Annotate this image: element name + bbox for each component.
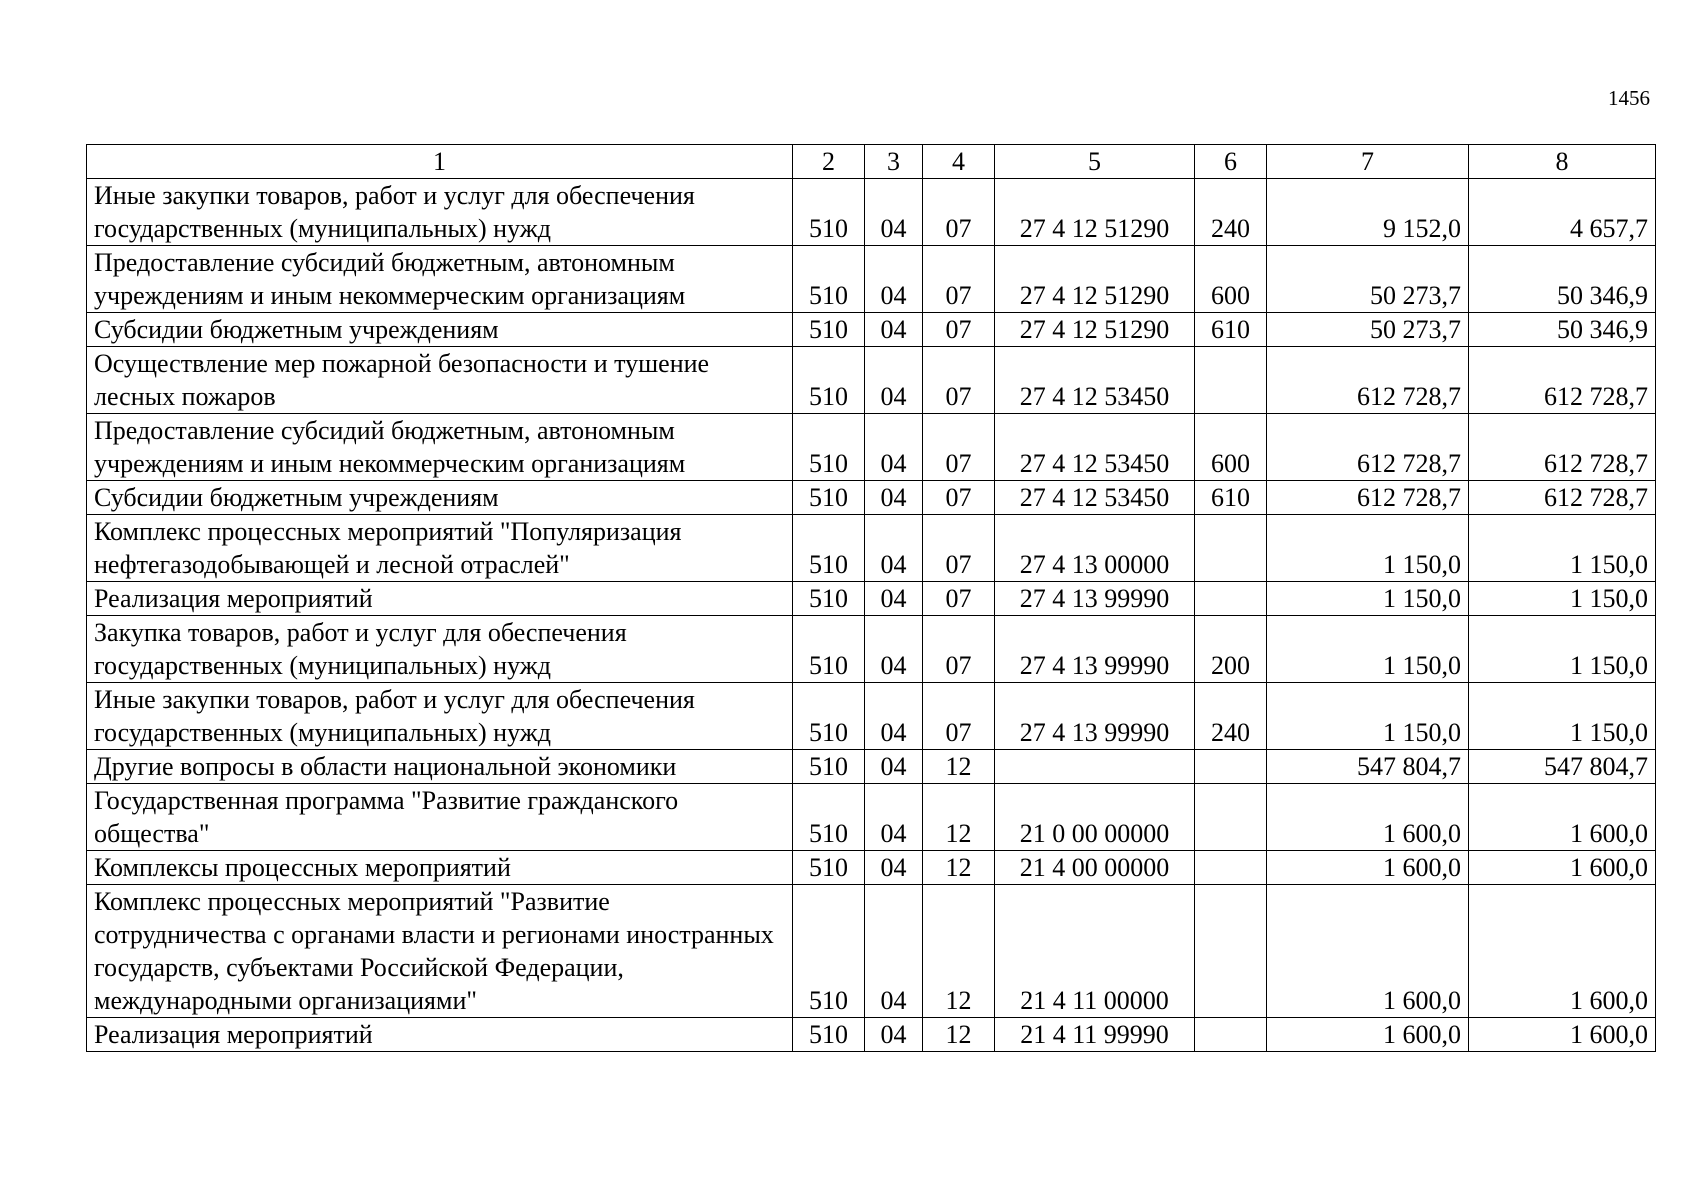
table-row — [87, 347, 1656, 414]
header-cell: 4 — [923, 145, 995, 179]
expense-type-cell: 240 — [1195, 179, 1267, 246]
row-name-cell: Предоставление субсидий бюджетным, автономным учреждениям и иным некоммерческим организациям — [87, 246, 793, 313]
subsection-cell: 07 — [923, 414, 995, 481]
target-article-cell: 21 4 11 00000 — [995, 885, 1195, 1018]
code-cell: 510 — [793, 414, 865, 481]
target-article-cell: 27 4 12 51290 — [995, 246, 1195, 313]
amount-cell-8: 1 150,0 — [1469, 515, 1656, 582]
target-article-cell: 27 4 13 00000 — [995, 515, 1195, 582]
amount-cell-7: 9 152,0 — [1267, 179, 1469, 246]
section-cell: 04 — [865, 750, 923, 784]
section-cell: 04 — [865, 885, 923, 1018]
subsection-cell: 07 — [923, 179, 995, 246]
expense-type-cell — [1195, 515, 1267, 582]
target-article-cell: 27 4 13 99990 — [995, 683, 1195, 750]
amount-cell-7: 1 600,0 — [1267, 1018, 1469, 1052]
row-name-cell: Другие вопросы в области национальной экономики — [87, 750, 793, 784]
target-article-cell: 27 4 12 51290 — [995, 313, 1195, 347]
code-cell: 510 — [793, 481, 865, 515]
table-row — [87, 1018, 1656, 1052]
subsection-cell: 12 — [923, 1018, 995, 1052]
amount-cell-8: 50 346,9 — [1469, 246, 1656, 313]
expense-type-cell: 610 — [1195, 313, 1267, 347]
amount-cell-7: 1 150,0 — [1267, 616, 1469, 683]
expense-type-cell — [1195, 750, 1267, 784]
section-cell: 04 — [865, 582, 923, 616]
amount-cell-7: 1 600,0 — [1267, 784, 1469, 851]
target-article-cell: 27 4 13 99990 — [995, 582, 1195, 616]
expense-type-cell: 600 — [1195, 246, 1267, 313]
target-article-cell: 21 4 11 99990 — [995, 1018, 1195, 1052]
subsection-cell: 07 — [923, 481, 995, 515]
header-cell: 6 — [1195, 145, 1267, 179]
expense-type-cell: 600 — [1195, 414, 1267, 481]
code-cell: 510 — [793, 851, 865, 885]
section-cell: 04 — [865, 683, 923, 750]
amount-cell-7: 547 804,7 — [1267, 750, 1469, 784]
amount-cell-8: 1 600,0 — [1469, 1018, 1656, 1052]
row-name-cell: Комплексы процессных мероприятий — [87, 851, 793, 885]
section-cell: 04 — [865, 313, 923, 347]
row-name-cell: Закупка товаров, работ и услуг для обеспечения государственных (муниципальных) нужд — [87, 616, 793, 683]
row-name-cell: Государственная программа "Развитие гражданского общества" — [87, 784, 793, 851]
expense-type-cell: 610 — [1195, 481, 1267, 515]
amount-cell-8: 1 150,0 — [1469, 616, 1656, 683]
table-row — [87, 515, 1656, 582]
subsection-cell: 07 — [923, 246, 995, 313]
row-name-cell: Предоставление субсидий бюджетным, автономным учреждениям и иным некоммерческим организациям — [87, 414, 793, 481]
table-row — [87, 481, 1656, 515]
header-cell: 8 — [1469, 145, 1656, 179]
page-number: 1456 — [1608, 86, 1650, 110]
table-row — [87, 784, 1656, 851]
amount-cell-7: 1 150,0 — [1267, 683, 1469, 750]
code-cell: 510 — [793, 1018, 865, 1052]
row-name-cell: Комплекс процессных мероприятий "Развитие сотрудничества с органами власти и регионами иностранных государств, субъектами Российской Федерации, международными организациями" — [87, 885, 793, 1018]
section-cell: 04 — [865, 179, 923, 246]
code-cell: 510 — [793, 784, 865, 851]
table-body — [87, 179, 1656, 1052]
code-cell: 510 — [793, 750, 865, 784]
subsection-cell: 12 — [923, 750, 995, 784]
table-row — [87, 414, 1656, 481]
code-cell: 510 — [793, 515, 865, 582]
amount-cell-7: 1 150,0 — [1267, 582, 1469, 616]
code-cell: 510 — [793, 616, 865, 683]
header-row — [87, 145, 1656, 179]
table-row — [87, 179, 1656, 246]
amount-cell-7: 1 600,0 — [1267, 851, 1469, 885]
expense-type-cell — [1195, 1018, 1267, 1052]
row-name-cell: Субсидии бюджетным учреждениям — [87, 313, 793, 347]
target-article-cell — [995, 750, 1195, 784]
amount-cell-8: 547 804,7 — [1469, 750, 1656, 784]
target-article-cell: 27 4 12 51290 — [995, 179, 1195, 246]
target-article-cell: 27 4 12 53450 — [995, 347, 1195, 414]
subsection-cell: 07 — [923, 683, 995, 750]
target-article-cell: 27 4 12 53450 — [995, 481, 1195, 515]
table-row — [87, 616, 1656, 683]
code-cell: 510 — [793, 683, 865, 750]
amount-cell-7: 50 273,7 — [1267, 246, 1469, 313]
section-cell: 04 — [865, 246, 923, 313]
header-cell: 7 — [1267, 145, 1469, 179]
row-name-cell: Комплекс процессных мероприятий "Популяризация нефтегазодобывающей и лесной отраслей" — [87, 515, 793, 582]
amount-cell-8: 1 600,0 — [1469, 851, 1656, 885]
subsection-cell: 07 — [923, 313, 995, 347]
row-name-cell: Иные закупки товаров, работ и услуг для обеспечения государственных (муниципальных) нужд — [87, 179, 793, 246]
section-cell: 04 — [865, 616, 923, 683]
subsection-cell: 12 — [923, 851, 995, 885]
amount-cell-8: 612 728,7 — [1469, 414, 1656, 481]
header-cell: 3 — [865, 145, 923, 179]
expense-type-cell — [1195, 851, 1267, 885]
amount-cell-8: 1 150,0 — [1469, 683, 1656, 750]
target-article-cell: 21 4 00 00000 — [995, 851, 1195, 885]
subsection-cell: 07 — [923, 515, 995, 582]
subsection-cell: 07 — [923, 616, 995, 683]
table-row — [87, 313, 1656, 347]
expense-type-cell — [1195, 347, 1267, 414]
amount-cell-8: 1 150,0 — [1469, 582, 1656, 616]
amount-cell-8: 612 728,7 — [1469, 347, 1656, 414]
amount-cell-7: 1 600,0 — [1267, 885, 1469, 1018]
table-row — [87, 851, 1656, 885]
target-article-cell: 27 4 12 53450 — [995, 414, 1195, 481]
table-row — [87, 582, 1656, 616]
amount-cell-8: 1 600,0 — [1469, 784, 1656, 851]
amount-cell-8: 50 346,9 — [1469, 313, 1656, 347]
code-cell: 510 — [793, 179, 865, 246]
row-name-cell: Субсидии бюджетным учреждениям — [87, 481, 793, 515]
amount-cell-7: 612 728,7 — [1267, 481, 1469, 515]
amount-cell-8: 4 657,7 — [1469, 179, 1656, 246]
expense-type-cell — [1195, 885, 1267, 1018]
amount-cell-8: 1 600,0 — [1469, 885, 1656, 1018]
amount-cell-7: 1 150,0 — [1267, 515, 1469, 582]
row-name-cell: Осуществление мер пожарной безопасности и тушение лесных пожаров — [87, 347, 793, 414]
code-cell: 510 — [793, 246, 865, 313]
row-name-cell: Реализация мероприятий — [87, 1018, 793, 1052]
section-cell: 04 — [865, 851, 923, 885]
code-cell: 510 — [793, 313, 865, 347]
subsection-cell: 12 — [923, 784, 995, 851]
amount-cell-7: 612 728,7 — [1267, 414, 1469, 481]
expense-type-cell — [1195, 784, 1267, 851]
amount-cell-7: 612 728,7 — [1267, 347, 1469, 414]
code-cell: 510 — [793, 885, 865, 1018]
section-cell: 04 — [865, 515, 923, 582]
expense-type-cell: 240 — [1195, 683, 1267, 750]
row-name-cell: Иные закупки товаров, работ и услуг для обеспечения государственных (муниципальных) нужд — [87, 683, 793, 750]
subsection-cell: 12 — [923, 885, 995, 1018]
section-cell: 04 — [865, 414, 923, 481]
section-cell: 04 — [865, 481, 923, 515]
header-cell: 1 — [87, 145, 793, 179]
section-cell: 04 — [865, 784, 923, 851]
table-row — [87, 683, 1656, 750]
code-cell: 510 — [793, 582, 865, 616]
amount-cell-7: 50 273,7 — [1267, 313, 1469, 347]
table-row — [87, 246, 1656, 313]
target-article-cell: 27 4 13 99990 — [995, 616, 1195, 683]
subsection-cell: 07 — [923, 347, 995, 414]
table-row — [87, 885, 1656, 1018]
code-cell: 510 — [793, 347, 865, 414]
header-cell: 5 — [995, 145, 1195, 179]
table-row — [87, 750, 1656, 784]
section-cell: 04 — [865, 347, 923, 414]
amount-cell-8: 612 728,7 — [1469, 481, 1656, 515]
budget-table — [86, 144, 1656, 1052]
section-cell: 04 — [865, 1018, 923, 1052]
header-cell: 2 — [793, 145, 865, 179]
target-article-cell: 21 0 00 00000 — [995, 784, 1195, 851]
row-name-cell: Реализация мероприятий — [87, 582, 793, 616]
expense-type-cell — [1195, 582, 1267, 616]
subsection-cell: 07 — [923, 582, 995, 616]
expense-type-cell: 200 — [1195, 616, 1267, 683]
